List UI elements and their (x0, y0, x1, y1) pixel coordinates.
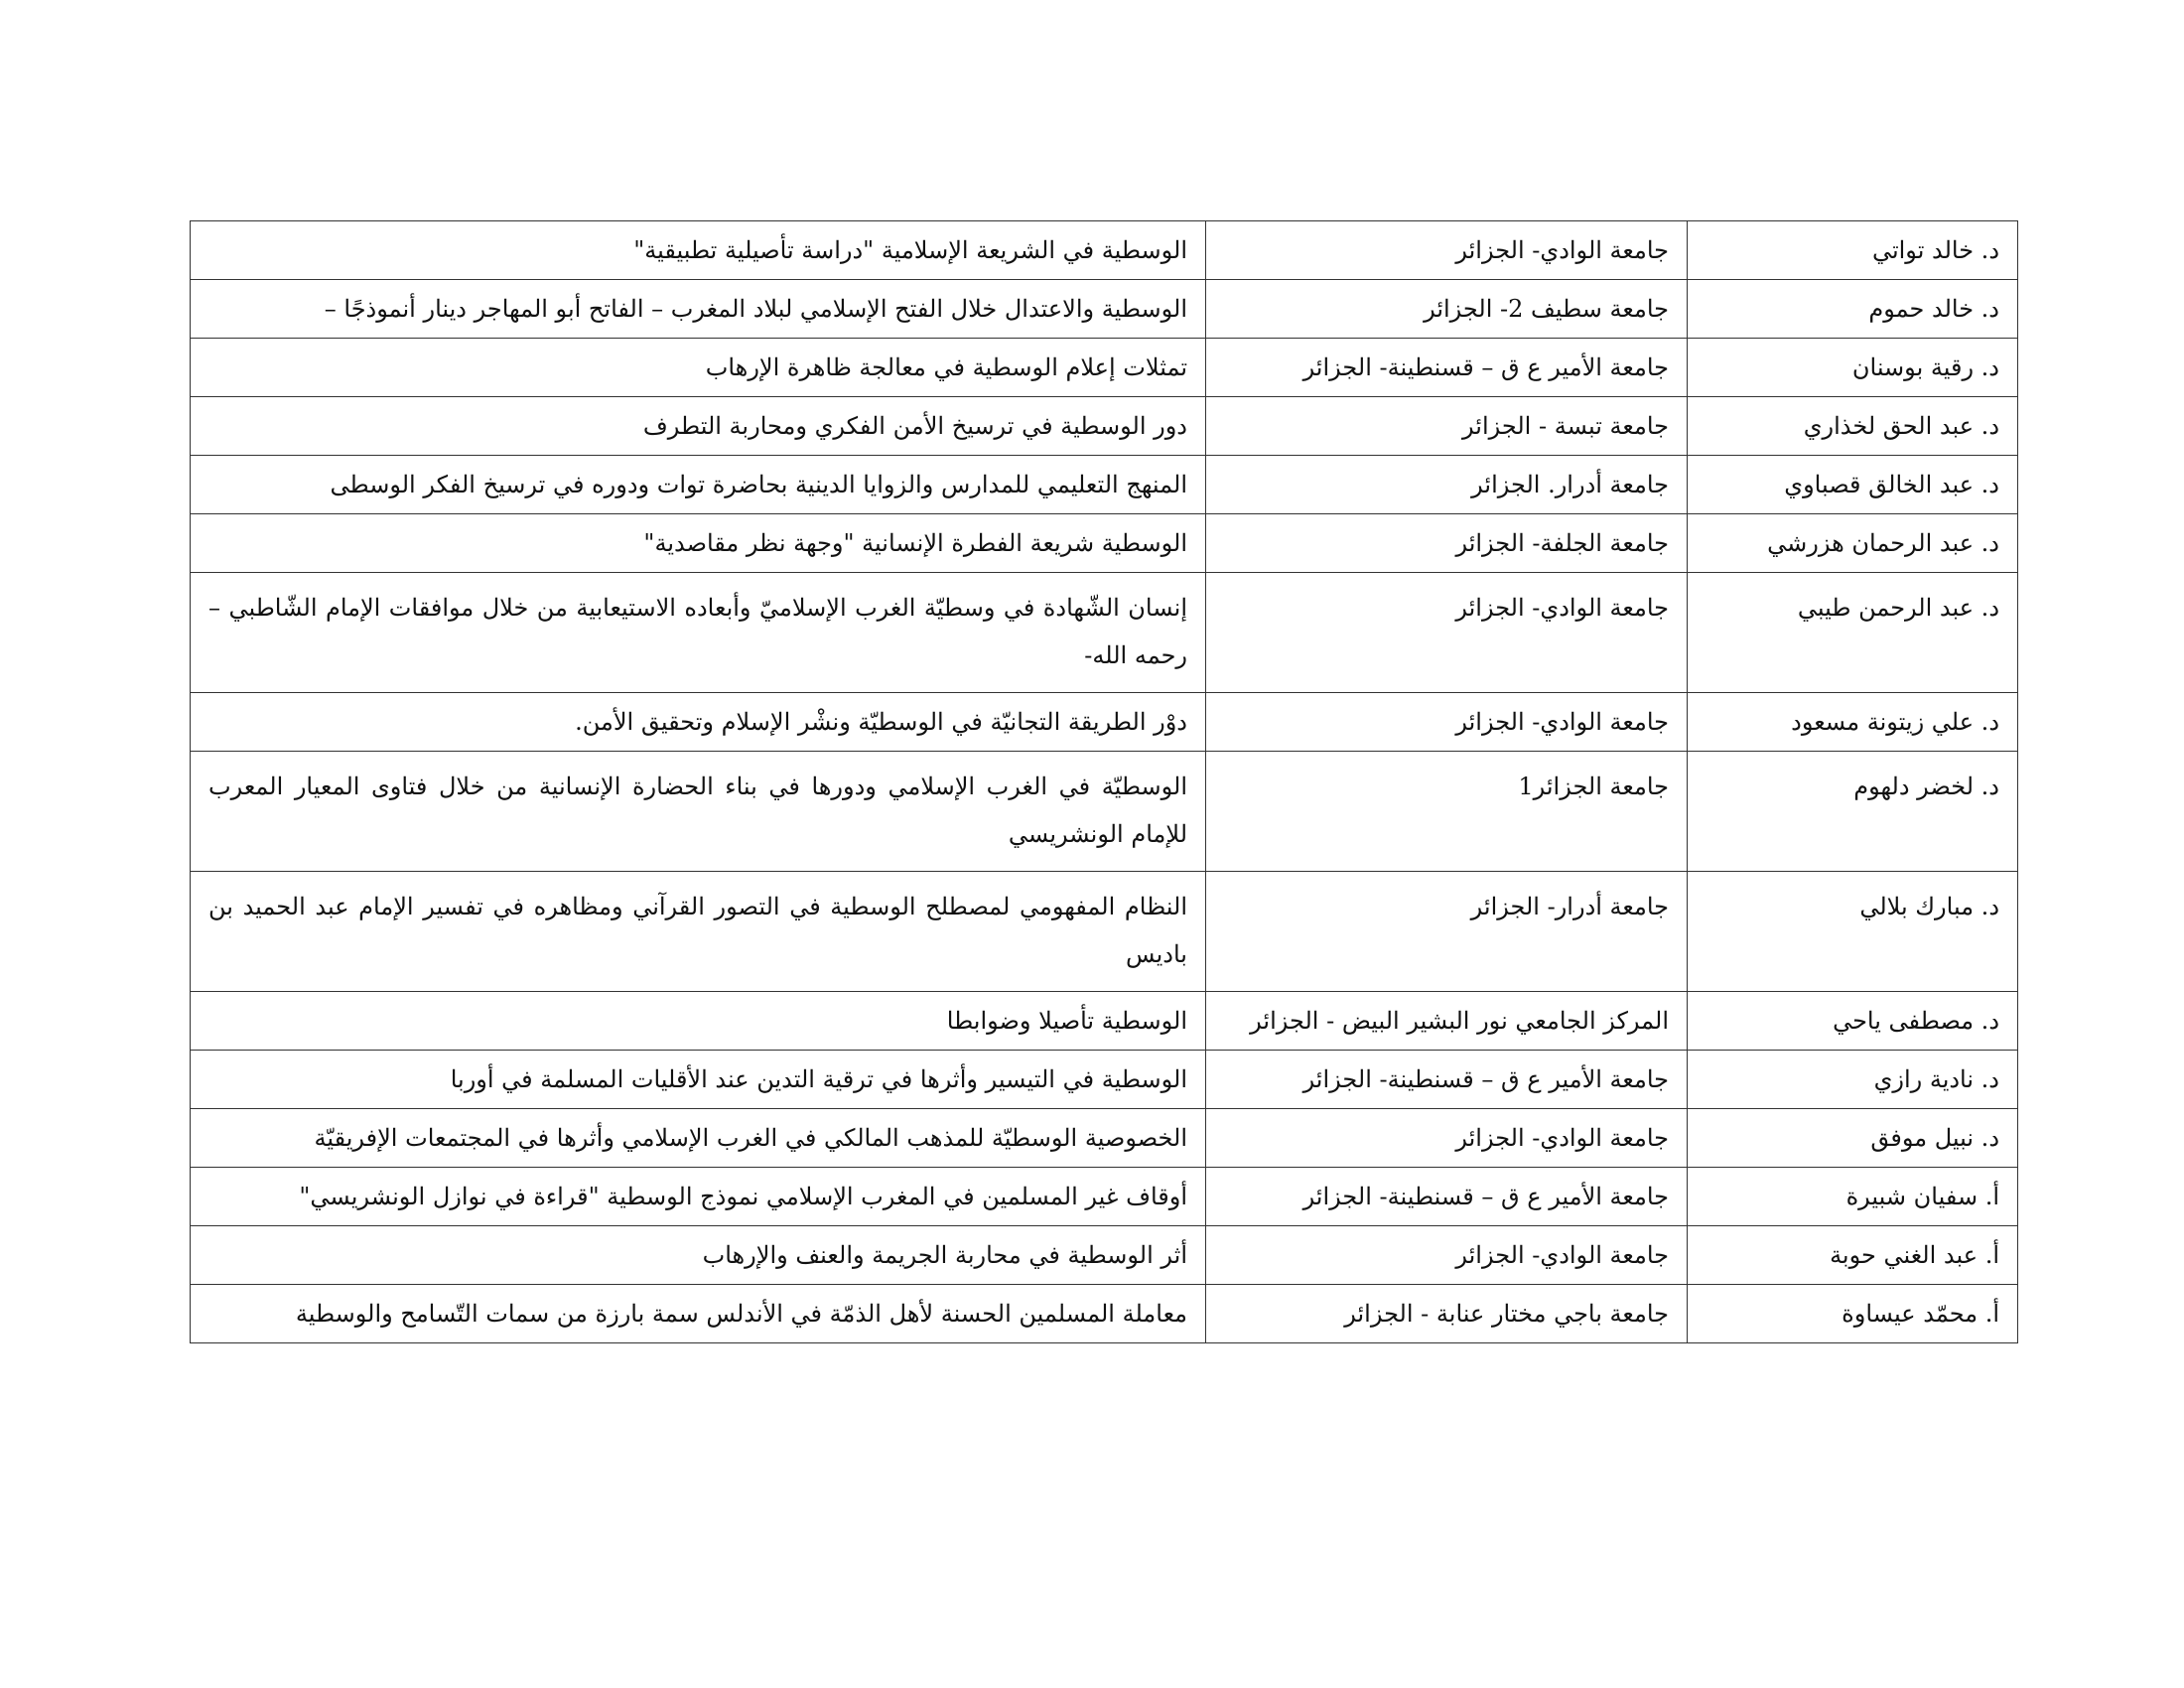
participant-name-cell: د. عبد الحق لخذاري (1688, 397, 2018, 456)
table-row (191, 1109, 2018, 1168)
paper-title-cell: الوسطية والاعتدال خلال الفتح الإسلامي لبلاد المغرب – الفاتح أبو المهاجر دينار أنموذجًا – (191, 280, 1206, 339)
participants-table-body (191, 221, 2018, 1343)
participant-name-cell: د. رقية بوسنان (1688, 339, 2018, 397)
paper-title-cell: الخصوصية الوسطيّة للمذهب المالكي في الغرب الإسلامي وأثرها في المجتمعات الإفريقيّة (191, 1109, 1206, 1168)
participant-name-cell: أ. عبد الغني حوبة (1688, 1226, 2018, 1285)
table-row (191, 221, 2018, 280)
table-row (191, 280, 2018, 339)
participant-name-cell: د. نادية رازي (1688, 1051, 2018, 1109)
university-cell: جامعة الوادي- الجزائر (1206, 693, 1688, 752)
table-row (191, 397, 2018, 456)
table-row (191, 573, 2018, 693)
university-cell: جامعة أدرار. الجزائر (1206, 456, 1688, 514)
university-cell: جامعة الجزائر1 (1206, 752, 1688, 872)
university-cell: جامعة الأمير ع ق – قسنطينة- الجزائر (1206, 1168, 1688, 1226)
paper-title-cell: الوسطية تأصيلا وضوابطا (191, 992, 1206, 1051)
participant-name-cell: د. عبد الرحمان هزرشي (1688, 514, 2018, 573)
paper-title-cell: أوقاف غير المسلمين في المغرب الإسلامي نموذج الوسطية "قراءة في نوازل الونشريسي" (191, 1168, 1206, 1226)
university-cell: جامعة الوادي- الجزائر (1206, 221, 1688, 280)
paper-title-cell: تمثلات إعلام الوسطية في معالجة ظاهرة الإرهاب (191, 339, 1206, 397)
participant-name-cell: د. مبارك بلالي (1688, 872, 2018, 992)
university-cell: جامعة باجي مختار عنابة - الجزائر (1206, 1285, 1688, 1343)
participant-name-cell: أ. سفيان شبيرة (1688, 1168, 2018, 1226)
participant-name-cell: د. عبد الخالق قصباوي (1688, 456, 2018, 514)
paper-title-cell: النظام المفهومي لمصطلح الوسطية في التصور القرآني ومظاهره في تفسير الإمام عبد الحميد بن باديس (191, 872, 1206, 992)
table-row (191, 752, 2018, 872)
table-row (191, 693, 2018, 752)
paper-title-cell: الوسطية شريعة الفطرة الإنسانية "وجهة نظر مقاصدية" (191, 514, 1206, 573)
paper-title-cell: الوسطيّة في الغرب الإسلامي ودورها في بناء الحضارة الإنسانية من خلال فتاوى المعيار المعرب للإمام الونشريسي (191, 752, 1206, 872)
university-cell: جامعة الأمير ع ق – قسنطينة- الجزائر (1206, 339, 1688, 397)
university-cell: جامعة تبسة - الجزائر (1206, 397, 1688, 456)
university-cell: جامعة الأمير ع ق – قسنطينة- الجزائر (1206, 1051, 1688, 1109)
paper-title-cell: دوْر الطريقة التجانيّة في الوسطيّة ونشْر الإسلام وتحقيق الأمن. (191, 693, 1206, 752)
participant-name-cell: د. خالد تواتي (1688, 221, 2018, 280)
participant-name-cell: د. خالد حموم (1688, 280, 2018, 339)
participant-name-cell: أ. محمّد عيساوة (1688, 1285, 2018, 1343)
table-row (191, 1226, 2018, 1285)
paper-title-cell: إنسان الشّهادة في وسطيّة الغرب الإسلاميّ وأبعاده الاستيعابية من خلال موافقات الإمام الشّاطبي –رحمه الله- (191, 573, 1206, 693)
table-row (191, 1051, 2018, 1109)
university-cell: جامعة الجلفة- الجزائر (1206, 514, 1688, 573)
participant-name-cell: د. مصطفى ياحي (1688, 992, 2018, 1051)
participants-table (190, 220, 2018, 1343)
paper-title-cell: دور الوسطية في ترسيخ الأمن الفكري ومحاربة التطرف (191, 397, 1206, 456)
table-row (191, 514, 2018, 573)
participant-name-cell: د. علي زيتونة مسعود (1688, 693, 2018, 752)
university-cell: جامعة الوادي- الجزائر (1206, 1226, 1688, 1285)
university-cell: جامعة الوادي- الجزائر (1206, 573, 1688, 693)
university-cell: المركز الجامعي نور البشير البيض - الجزائر (1206, 992, 1688, 1051)
paper-title-cell: الوسطية في الشريعة الإسلامية "دراسة تأصيلية تطبيقية" (191, 221, 1206, 280)
table-row (191, 1285, 2018, 1343)
table-row (191, 872, 2018, 992)
university-cell: جامعة سطيف 2- الجزائر (1206, 280, 1688, 339)
paper-title-cell: المنهج التعليمي للمدارس والزوايا الدينية بحاضرة توات ودوره في ترسيخ الفكر الوسطى (191, 456, 1206, 514)
participant-name-cell: د. لخضر دلهوم (1688, 752, 2018, 872)
table-row (191, 992, 2018, 1051)
table-row (191, 456, 2018, 514)
table-row (191, 1168, 2018, 1226)
paper-title-cell: الوسطية في التيسير وأثرها في ترقية التدين عند الأقليات المسلمة في أوربا (191, 1051, 1206, 1109)
paper-title-cell: معاملة المسلمين الحسنة لأهل الذمّة في الأندلس سمة بارزة من سمات التّسامح والوسطية (191, 1285, 1206, 1343)
participant-name-cell: د. عبد الرحمن طيبي (1688, 573, 2018, 693)
participant-name-cell: د. نبيل موفق (1688, 1109, 2018, 1168)
university-cell: جامعة الوادي- الجزائر (1206, 1109, 1688, 1168)
table-row (191, 339, 2018, 397)
paper-title-cell: أثر الوسطية في محاربة الجريمة والعنف والإرهاب (191, 1226, 1206, 1285)
university-cell: جامعة أدرار- الجزائر (1206, 872, 1688, 992)
